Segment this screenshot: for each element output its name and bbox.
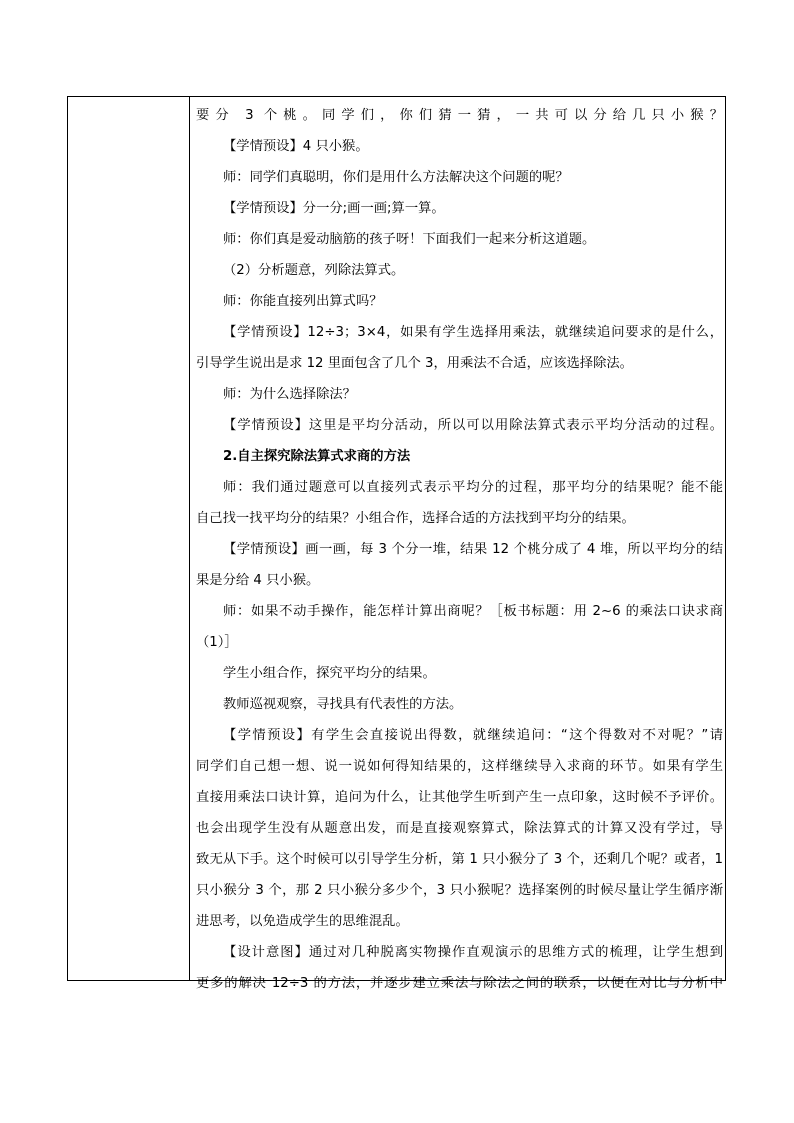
text-line: 自己找一找平均分的结果？小组合作，选择合适的方法找到平均分的结果。	[196, 511, 635, 526]
text-line: 更多的解决 12÷3 的方法，并逐步建立乘法与除法之间的联系，以便在对比与分析中	[196, 976, 723, 991]
text-line: 师：你能直接列出算式吗？	[223, 294, 383, 309]
text-line: 【学情预设】这里是平均分活动，所以可以用除法算式表示平均分活动的过程。	[223, 418, 723, 433]
text-line: 【学情预设】12÷3；3×4，如果有学生选择用乘法，就继续追问要求的是什么，	[223, 325, 723, 340]
section-heading: 2.自主探究除法算式求商的方法	[223, 449, 411, 464]
text-line: （2）分析题意，列除法算式。	[223, 263, 405, 278]
lesson-content-cell	[196, 100, 723, 999]
text-line: 【学情预设】4 只小猴。	[223, 139, 369, 154]
text-line: 进思考，以免造成学生的思维混乱。	[196, 914, 409, 929]
text-line: 师：你们真是爱动脑筋的孩子呀！下面我们一起来分析这道题。	[223, 232, 596, 247]
text-line: 致无从下手。这个时候可以引导学生分析，第 1 只小猴分了 3 个，还剩几个呢？或者，1	[196, 852, 723, 867]
text-line: 【学情预设】分一分;画一画;算一算。	[223, 201, 445, 216]
text-line: 【学情预设】有学生会直接说出得数，就继续追问：“这个得数对不对呢？”请	[223, 728, 723, 743]
text-line: 师：如果不动手操作，能怎样计算出商呢？［板书标题：用 2~6 的乘法口诀求商	[223, 604, 723, 619]
text-line: 【设计意图】通过对几种脱离实物操作直观演示的思维方式的梳理，让学生想到	[223, 945, 723, 960]
text-line: 师：同学们真聪明，你们是用什么方法解决这个问题的呢？	[223, 170, 569, 185]
text-line: 要分 3 个桃。同学们，你们猜一猜，一共可以分给几只小猴？	[196, 108, 723, 123]
text-line: 也会出现学生没有从题意出发，而是直接观察算式，除法算式的计算又没有学过，导	[196, 821, 723, 836]
text-line: 同学们自己想一想、说一说如何得知结果的，这样继续导入求商的环节。如果有学生	[196, 759, 723, 774]
text-line: 引导学生说出是求 12 里面包含了几个 3，用乘法不合适，应该选择除法。	[196, 356, 633, 371]
text-line: 师：我们通过题意可以直接列式表示平均分的过程，那平均分的结果呢？能不能	[223, 480, 723, 495]
text-line: 师：为什么选择除法？	[223, 387, 356, 402]
text-line: 学生小组合作，探究平均分的结果。	[223, 666, 436, 681]
text-line: 【学情预设】画一画，每 3 个分一堆，结果 12 个桃分成了 4 堆，所以平均分的结	[223, 542, 723, 557]
table-column-divider	[189, 96, 190, 981]
text-line: 教师巡视观察，寻找具有代表性的方法。	[223, 697, 463, 712]
text-line: 只小猴分 3 个，那 2 只小猴分多少个，3 只小猴呢？选择案例的时候尽量让学生循序渐	[196, 883, 723, 898]
text-line: 直接用乘法口诀计算，追问为什么，让其他学生听到产生一点印象，这时候不予评价。	[196, 790, 723, 805]
text-line: 果是分给 4 只小猴。	[196, 573, 320, 588]
text-line: （1）］	[196, 635, 238, 650]
